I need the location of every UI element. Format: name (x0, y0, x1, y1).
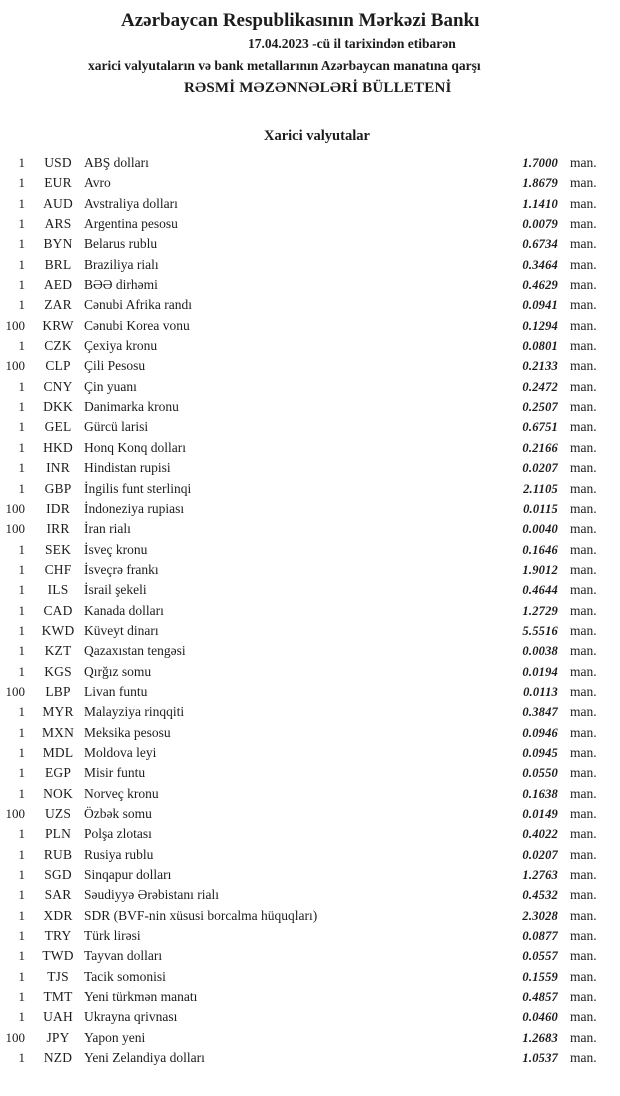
rate-value-cell: 0.0460 (522, 1010, 558, 1025)
currency-name-cell: Küveyt dinarı (84, 622, 159, 638)
unit-cell: man. (570, 643, 597, 659)
rate-row (0, 499, 620, 519)
currency-name-cell: Avro (84, 175, 111, 191)
quantity-cell: 1 (18, 460, 25, 476)
currency-name-cell: Argentina pesosu (84, 216, 178, 232)
bulletin-header (0, 0, 620, 100)
unit-cell: man. (570, 460, 597, 476)
currency-code-cell: MXN (41, 724, 75, 740)
currency-name-cell: SDR (BVF-nin xüsusi borcalma hüquqları) (84, 907, 318, 923)
currency-name-cell: Honq Konq dolları (84, 439, 186, 455)
rate-row (0, 214, 620, 234)
rates-table (0, 153, 620, 1068)
rate-value-cell: 5.5516 (522, 623, 558, 638)
currency-name-cell: Sinqapur dolları (84, 867, 172, 883)
rate-value-cell: 1.2763 (522, 868, 558, 883)
currency-code-cell: KWD (41, 622, 75, 638)
currency-code-cell: USD (44, 155, 72, 170)
rate-value-cell: 0.4532 (522, 888, 558, 903)
rate-value-cell: 0.4629 (522, 278, 558, 293)
rate-row (0, 702, 620, 722)
currency-name-cell: İsrail şekeli (84, 582, 147, 598)
quantity-cell: 1 (18, 399, 25, 415)
quantity-cell: 1 (18, 846, 25, 862)
rate-row (0, 967, 620, 987)
bank-name: Azərbaycan Respublikasının Mərkəzi Bankı (121, 10, 480, 31)
currency-name-cell: Kanada dolları (84, 602, 164, 618)
quantity-cell: 1 (18, 928, 25, 944)
rate-value-cell: 0.2472 (522, 379, 558, 394)
currency-name-cell: Cənubi Afrika randı (84, 297, 192, 313)
rate-row (0, 356, 620, 376)
quantity-cell: 1 (18, 236, 25, 252)
unit-cell: man. (570, 175, 597, 191)
rate-value-cell: 1.1410 (522, 196, 558, 211)
rate-row (0, 743, 620, 763)
currency-name-cell: Moldova leyi (84, 744, 157, 760)
currency-code-cell: XDR (43, 907, 73, 923)
quantity-cell: 1 (18, 704, 25, 720)
quantity-cell: 1 (18, 1009, 25, 1025)
rate-value-cell: 0.0079 (522, 217, 558, 232)
unit-cell: man. (570, 846, 597, 862)
quantity-cell: 1 (18, 907, 25, 923)
rate-row (0, 1007, 620, 1027)
currency-name-cell: Çin yuanı (84, 378, 137, 394)
rate-value-cell: 2.3028 (522, 908, 558, 923)
currency-code-cell: ILS (47, 582, 69, 598)
quantity-cell: 1 (18, 867, 25, 883)
quantity-cell: 1 (18, 744, 25, 760)
unit-cell: man. (570, 867, 597, 883)
unit-cell: man. (570, 480, 597, 496)
quantity-cell: 1 (18, 175, 25, 191)
rate-value-cell: 0.0194 (522, 664, 558, 679)
currency-code-cell: BYN (43, 236, 73, 252)
currency-code-cell: JPY (46, 1029, 70, 1045)
currency-code-cell: TRY (44, 928, 72, 944)
rate-row (0, 804, 620, 824)
currency-name-cell: Qırğız somu (84, 663, 152, 679)
currency-code-cell: CHF (44, 561, 72, 577)
quantity-cell: 1 (18, 989, 25, 1005)
unit-cell: man. (570, 989, 597, 1005)
rate-row (0, 987, 620, 1007)
currency-name-cell: Danimarka kronu (84, 399, 179, 415)
unit-cell: man. (570, 317, 597, 333)
rate-row (0, 458, 620, 478)
quantity-cell: 1 (18, 948, 25, 964)
currency-code-cell: CZK (44, 338, 72, 354)
unit-cell: man. (570, 256, 597, 272)
quantity-cell: 100 (5, 317, 25, 333)
rate-row (0, 173, 620, 193)
rate-row (0, 662, 620, 682)
rate-value-cell: 0.0550 (522, 766, 558, 781)
rate-value-cell: 0.0115 (523, 501, 558, 516)
quantity-cell: 1 (18, 765, 25, 781)
quantity-cell: 1 (18, 561, 25, 577)
rate-row (0, 682, 620, 702)
currency-name-cell: Səudiyyə Ərəbistanı rialı (84, 887, 219, 903)
unit-cell: man. (570, 683, 597, 699)
quantity-cell: 100 (5, 806, 25, 821)
quantity-cell: 1 (18, 195, 25, 211)
quantity-cell: 1 (18, 439, 25, 455)
currency-name-cell: Tayvan dolları (84, 948, 163, 964)
rate-value-cell: 0.0801 (522, 339, 558, 354)
quantity-cell: 1 (18, 338, 25, 354)
unit-cell: man. (570, 602, 597, 618)
unit-cell: man. (570, 297, 597, 313)
currency-code-cell: KZT (44, 643, 72, 659)
rate-row (0, 275, 620, 295)
currency-name-cell: BƏƏ dirhəmi (84, 277, 158, 293)
rate-row (0, 295, 620, 315)
currency-code-cell: PLN (44, 826, 72, 842)
currency-code-cell: SEK (44, 541, 72, 557)
currency-code-cell: CAD (43, 602, 73, 618)
rate-value-cell: 0.2166 (522, 440, 558, 455)
rate-row (0, 417, 620, 437)
quantity-cell: 100 (5, 1029, 25, 1045)
quantity-cell: 100 (5, 683, 25, 699)
currency-name-cell: Yeni Zelandiya dolları (84, 1050, 205, 1066)
quantity-cell: 1 (18, 724, 25, 740)
rate-value-cell: 0.1294 (522, 318, 558, 333)
rate-value-cell: 0.0149 (522, 807, 558, 821)
rate-value-cell: 0.2133 (522, 359, 558, 374)
currency-name-cell: İsveçrə frankı (84, 561, 159, 577)
currency-code-cell: GBP (44, 480, 72, 496)
unit-cell: man. (570, 561, 597, 577)
rate-value-cell: 1.0537 (522, 1051, 558, 1066)
unit-cell: man. (570, 277, 597, 293)
unit-cell: man. (570, 887, 597, 903)
unit-cell: man. (570, 236, 597, 252)
currency-name-cell: Rusiya rublu (84, 846, 154, 862)
currency-name-cell: Hindistan rupisi (84, 460, 171, 476)
unit-cell: man. (570, 1009, 597, 1025)
rate-value-cell: 0.6734 (522, 237, 558, 252)
rate-value-cell: 0.0877 (522, 929, 558, 944)
unit-cell: man. (570, 622, 597, 638)
rate-value-cell: 0.0941 (522, 298, 558, 313)
quantity-cell: 100 (5, 500, 25, 516)
rate-row (0, 194, 620, 214)
currency-code-cell: EGP (44, 765, 72, 781)
rate-row (0, 397, 620, 417)
currency-code-cell: TMT (43, 989, 73, 1005)
rate-value-cell: 0.0557 (522, 949, 558, 964)
quantity-cell: 1 (18, 622, 25, 638)
quantity-cell: 1 (18, 378, 25, 394)
currency-code-cell: KRW (42, 317, 74, 333)
quantity-cell: 1 (18, 643, 25, 659)
currency-code-cell: BRL (44, 256, 72, 272)
currency-code-cell: LBP (45, 683, 71, 699)
quantity-cell: 1 (18, 1050, 25, 1066)
currency-name-cell: Çexiya kronu (84, 338, 158, 354)
effective-date-line: 17.04.2023 -cü il tarixindən etibarən (248, 36, 456, 51)
rate-row (0, 845, 620, 865)
currency-code-cell: EUR (44, 175, 72, 191)
currency-code-cell: CNY (43, 378, 73, 394)
rate-value-cell: 0.0945 (522, 745, 558, 760)
currency-name-cell: Qazaxıstan tengəsi (84, 643, 186, 659)
currency-code-cell: AUD (43, 195, 73, 211)
rate-row (0, 255, 620, 275)
rate-row (0, 946, 620, 966)
unit-cell: man. (570, 1050, 597, 1066)
currency-code-cell: IDR (46, 500, 70, 516)
rate-row (0, 621, 620, 641)
unit-cell: man. (570, 1029, 597, 1045)
currency-code-cell: RUB (43, 846, 73, 862)
quantity-cell: 1 (18, 968, 25, 984)
currency-name-cell: Çili Pesosu (84, 358, 146, 374)
rate-row (0, 580, 620, 600)
rate-row (0, 377, 620, 397)
rate-value-cell: 0.4857 (522, 990, 558, 1005)
currency-name-cell: Yeni türkmən manatı (84, 989, 198, 1005)
currency-code-cell: ZAR (44, 297, 72, 313)
rate-value-cell: 1.2729 (522, 603, 558, 618)
currency-code-cell: AED (43, 277, 73, 293)
currency-code-cell: MDL (42, 744, 74, 760)
unit-cell: man. (570, 826, 597, 842)
unit-cell: man. (570, 806, 597, 821)
currency-name-cell: Yapon yeni (84, 1029, 146, 1045)
rate-row (0, 540, 620, 560)
rate-row (0, 1048, 620, 1068)
unit-cell: man. (570, 419, 597, 435)
rate-value-cell: 0.1638 (522, 786, 558, 801)
unit-cell: man. (570, 582, 597, 598)
currency-name-cell: Avstraliya dolları (84, 195, 178, 211)
unit-cell: man. (570, 744, 597, 760)
currency-code-cell: GEL (44, 419, 72, 435)
currency-code-cell: CLP (45, 358, 71, 374)
rate-row (0, 784, 620, 804)
currency-code-cell: NOK (43, 785, 73, 801)
unit-cell: man. (570, 216, 597, 232)
rate-row (0, 723, 620, 743)
unit-cell: man. (570, 907, 597, 923)
section-title-foreign-currencies: Xarici valyutalar (264, 128, 370, 144)
rate-row (0, 601, 620, 621)
quantity-cell: 1 (18, 297, 25, 313)
rate-value-cell: 0.0946 (522, 725, 558, 740)
unit-cell: man. (570, 785, 597, 801)
rate-value-cell: 2.1105 (523, 481, 558, 496)
currency-name-cell: Belarus rublu (84, 236, 158, 252)
currency-code-cell: HKD (43, 439, 73, 455)
rate-row (0, 865, 620, 885)
quantity-cell: 1 (18, 155, 25, 170)
rate-value-cell: 1.8679 (522, 176, 558, 191)
rate-value-cell: 0.0038 (522, 644, 558, 659)
currency-name-cell: Malayziya rinqqiti (84, 704, 185, 720)
rate-row (0, 763, 620, 783)
quantity-cell: 1 (18, 826, 25, 842)
quantity-cell: 1 (18, 541, 25, 557)
quantity-cell: 1 (18, 602, 25, 618)
currency-name-cell: Tacik somonisi (84, 968, 166, 984)
rate-row (0, 234, 620, 254)
rate-value-cell: 0.3464 (522, 257, 558, 272)
rate-value-cell: 0.1646 (522, 542, 558, 557)
unit-cell: man. (570, 541, 597, 557)
currency-code-cell: NZD (43, 1050, 73, 1066)
quantity-cell: 1 (18, 216, 25, 232)
currency-code-cell: SGD (44, 867, 72, 883)
rate-row (0, 479, 620, 499)
quantity-cell: 1 (18, 419, 25, 435)
rate-value-cell: 0.4644 (522, 583, 558, 598)
currency-name-cell: İngilis funt sterlinqi (84, 480, 192, 496)
rate-row (0, 885, 620, 905)
currency-code-cell: IRR (46, 521, 70, 537)
unit-cell: man. (570, 928, 597, 944)
quantity-cell: 1 (18, 480, 25, 496)
unit-cell: man. (570, 155, 597, 170)
currency-name-cell: Braziliya rialı (84, 256, 159, 272)
currency-code-cell: TWD (42, 948, 74, 964)
rate-value-cell: 0.3847 (522, 705, 558, 720)
currency-name-cell: Polşa zlotası (84, 826, 152, 842)
rate-value-cell: 0.6751 (522, 420, 558, 435)
currency-name-cell: Meksika pesosu (84, 724, 171, 740)
unit-cell: man. (570, 399, 597, 415)
quantity-cell: 1 (18, 887, 25, 903)
rate-row (0, 1028, 620, 1048)
rate-row (0, 560, 620, 580)
rate-row (0, 519, 620, 539)
quantity-cell: 100 (5, 358, 25, 374)
currency-name-cell: Ukrayna qrivnası (84, 1009, 178, 1025)
unit-cell: man. (570, 704, 597, 720)
rate-value-cell: 0.0040 (522, 522, 558, 537)
bulletin-title: RƏSMİ MƏZƏNNƏLƏRİ BÜLLETENİ (184, 80, 452, 96)
currency-code-cell: MYR (42, 704, 74, 720)
rate-value-cell: 0.1559 (522, 969, 558, 984)
currency-code-cell: SAR (44, 887, 72, 903)
rate-row (0, 336, 620, 356)
rate-row (0, 316, 620, 336)
rate-value-cell: 0.0113 (523, 684, 558, 699)
unit-cell: man. (570, 358, 597, 374)
quantity-cell: 1 (18, 582, 25, 598)
rate-row (0, 824, 620, 844)
unit-cell: man. (570, 195, 597, 211)
currency-name-cell: İran rialı (84, 521, 131, 537)
currency-name-cell: Norveç kronu (84, 785, 159, 801)
currency-name-cell: Gürcü larisi (84, 419, 149, 435)
quantity-cell: 1 (18, 785, 25, 801)
currency-name-cell: Misir funtu (84, 765, 146, 781)
currency-code-cell: UAH (43, 1009, 73, 1025)
unit-cell: man. (570, 948, 597, 964)
currency-name-cell: İsveç kronu (84, 541, 148, 557)
rate-value-cell: 1.2683 (522, 1030, 558, 1045)
unit-cell: man. (570, 500, 597, 516)
rate-value-cell: 0.0207 (522, 847, 558, 862)
rate-value-cell: 0.4022 (522, 827, 558, 842)
currency-code-cell: DKK (43, 399, 73, 415)
rate-row (0, 438, 620, 458)
currency-name-cell: İndoneziya rupiası (84, 500, 185, 516)
rate-row (0, 926, 620, 946)
currency-name-cell: ABŞ dolları (84, 155, 149, 170)
currency-name-cell: Livan funtu (84, 683, 148, 699)
unit-cell: man. (570, 663, 597, 679)
rate-row (0, 906, 620, 926)
quantity-cell: 1 (18, 256, 25, 272)
quantity-cell: 1 (18, 663, 25, 679)
unit-cell: man. (570, 724, 597, 740)
currency-code-cell: KGS (44, 663, 72, 679)
currency-code-cell: TJS (47, 968, 69, 984)
rate-row (0, 641, 620, 661)
unit-cell: man. (570, 378, 597, 394)
rate-value-cell: 0.0207 (522, 461, 558, 476)
rate-value-cell: 1.9012 (522, 562, 558, 577)
currency-code-cell: INR (46, 460, 70, 476)
currency-code-cell: UZS (44, 806, 72, 821)
unit-cell: man. (570, 765, 597, 781)
unit-cell: man. (570, 521, 597, 537)
quantity-cell: 1 (18, 277, 25, 293)
unit-cell: man. (570, 968, 597, 984)
rate-row (0, 153, 620, 173)
rate-value-cell: 0.2507 (522, 400, 558, 415)
currency-name-cell: Türk lirəsi (84, 928, 141, 944)
currency-code-cell: ARS (44, 216, 72, 232)
unit-cell: man. (570, 439, 597, 455)
currency-name-cell: Özbək somu (84, 806, 152, 821)
rate-value-cell: 1.7000 (522, 156, 558, 170)
quantity-cell: 100 (5, 521, 25, 537)
unit-cell: man. (570, 338, 597, 354)
bulletin-subtitle: xarici valyutaların və bank metallarının Azərbaycan manatına qarşı (88, 58, 481, 73)
currency-name-cell: Cənubi Korea vonu (84, 317, 190, 333)
